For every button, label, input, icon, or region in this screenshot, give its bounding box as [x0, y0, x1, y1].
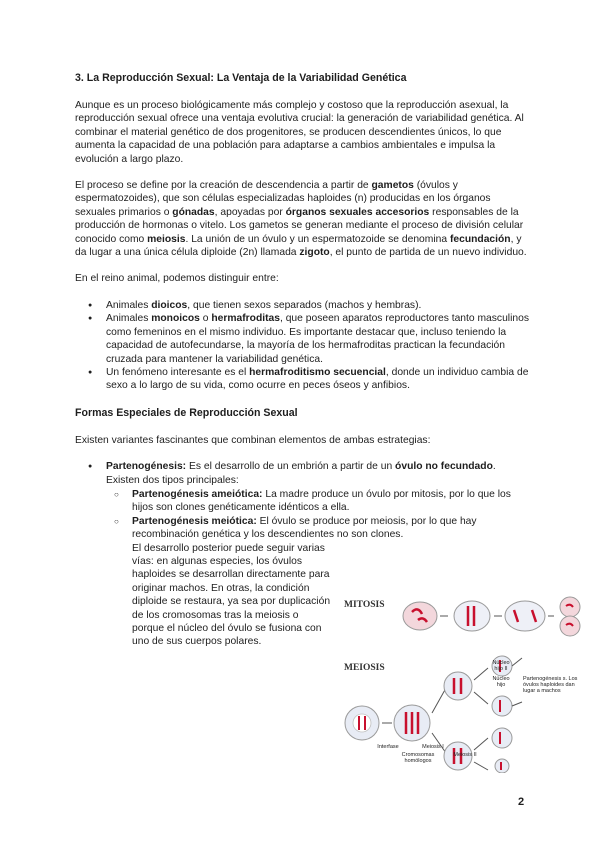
list-item: ● Animales dioicos, que tienen sexos separados (machos y hembras).: [75, 299, 530, 312]
label-partenogenesis: Partenogénesis s. Los óvulos haploides dan lugar a machos: [523, 676, 578, 694]
list-item: ● Un fenómeno interesante es el hermafroditismo secuencial, donde un individuo cambia de sexo a lo largo de su vida, como ocurre en peces óseos y anfibios.: [75, 366, 530, 393]
section-title: 3. La Reproducción Sexual: La Ventaja de la Variabilidad Genética: [75, 72, 407, 84]
mitosis-label: MITOSIS: [344, 600, 385, 610]
paragraph-special-intro: Existen variantes fascinantes que combinan elementos de ambas estrategias:: [75, 434, 431, 446]
term-organos-accesorios: órganos sexuales accesorios: [285, 206, 430, 218]
list-item: ○ Partenogénesis ameiótica: La madre produce un óvulo por mitosis, por lo que los hijos son clones genéticamente idénticos a ella.: [106, 488, 530, 515]
term-zigoto: zigoto: [299, 247, 330, 259]
paragraph-animal-kingdom: En el reino animal, podemos distinguir entre:: [75, 273, 279, 285]
label-nucleo-hijo-ii: Núcleo hijo II: [492, 660, 510, 672]
subsection-title: Formas Especiales de Reproducción Sexual: [75, 406, 298, 419]
mitosis-meiosis-figure: [340, 588, 590, 773]
term-fecundacion: fecundación: [449, 233, 511, 245]
meiosis-label: MEIOSIS: [344, 663, 385, 673]
meiotic-development-text: El desarrollo posterior puede seguir varias vías: en algunas especies, los óvulos haploides se desarrollan directamente para originar machos. En otras, la condición diploide se restaura, ya sea por duplicación de los cromosomas tras la meiosis o porque el núcleo del óvulo se fusiona con uno de sus cuerpos polares.: [132, 542, 331, 648]
list-item-partenogenesis: ● Partenogénesis: Es el desarrollo de un embrión a partir de un óvulo no fecundado. Existen dos tipos principales: ○ Partenogénesis ameiótica: La madre produce un óvulo por mitosis, por lo que los hijos son clones genéticamente idénticos a ella. ○ Partenogénesis meiótica: El óvulo se produce por meiosis, por lo que hay recombinación genética y los descendientes no son clones. El desarrollo posterior puede seguir varias vías: en algunas especies, los óvulos haploides se desarrollan directamente para originar machos. En otras, la condición diploide se restaura, ya sea por duplicación de los cromosomas tras la meiosis o porque el núcleo del óvulo se fusiona con uno de sus cuerpos polares.: [75, 460, 530, 649]
animal-types-list: [75, 299, 530, 393]
paragraph-process: El proceso se define por la creación de descendencia a partir de gametos (óvulos y espermatozoides), que son células especializadas haploides (n) producidas en los órganos sexuales primarios o gónadas, apoyadas por órganos sexuales accesorios responsables de la producción de hormonas o vitelo. Los gametos se generan mediante el proceso de división celular conocido como meiosis. La unión de un óvulo y un espermatozoide se denomina fecundación, y da lugar a una única célula diploide (2n) llamada zigoto, el punto de partida de un nuevo individuo.: [75, 180, 527, 259]
label-cromosomas: Cromosomas homólogos: [401, 752, 435, 764]
term-gonadas: gónadas: [172, 206, 215, 218]
paragraph-intro: Aunque es un proceso biológicamente más complejo y costoso que la reproducción asexual, la reproducción sexual ofrece una ventaja evolutiva crucial: la generación de variabilidad genética. Al combinar el material genético de dos progenitores, se producen descendientes únicos, lo que aumenta la capacidad de una población para adaptarse a cambios ambientales e impulsa la evolución a largo plazo.: [75, 100, 524, 165]
label-interfase: Interfase: [377, 744, 399, 750]
list-item: ● Animales monoicos o hermafroditas, que poseen aparatos reproductores tanto masculinos como femeninos en el mismo individuo. Es importante destacar que, incluso teniendo la capacidad de autofecundarse, la mayoría de los hermafroditas practican la fecundación cruzada para mantener la variabilidad genética.: [75, 312, 530, 366]
page-number: 2: [518, 796, 525, 808]
page-content: [75, 72, 530, 649]
term-gametos: gametos: [371, 180, 414, 192]
label-nucleo-hijo: Núcleo hijo: [492, 676, 510, 688]
mitosis-cells: [403, 597, 580, 636]
label-meiosis-i: Meiosis I: [422, 744, 444, 750]
list-item: ○ Partenogénesis meiótica: El óvulo se produce por meiosis, por lo que hay recombinación genética y los descendientes no son clones. El desarrollo posterior puede seguir varias vías: en algunas especies, los óvulos haploides se desarrollan directamente para originar machos. En otras, la condición diploide se restaura, ya sea por duplicación de los cromosomas tras la meiosis o porque el núcleo del óvulo se fusiona con uno de sus cuerpos polares.: [106, 515, 530, 649]
label-meiosis-ii: Meiosis II: [453, 752, 477, 758]
term-meiosis: meiosis: [147, 233, 186, 245]
